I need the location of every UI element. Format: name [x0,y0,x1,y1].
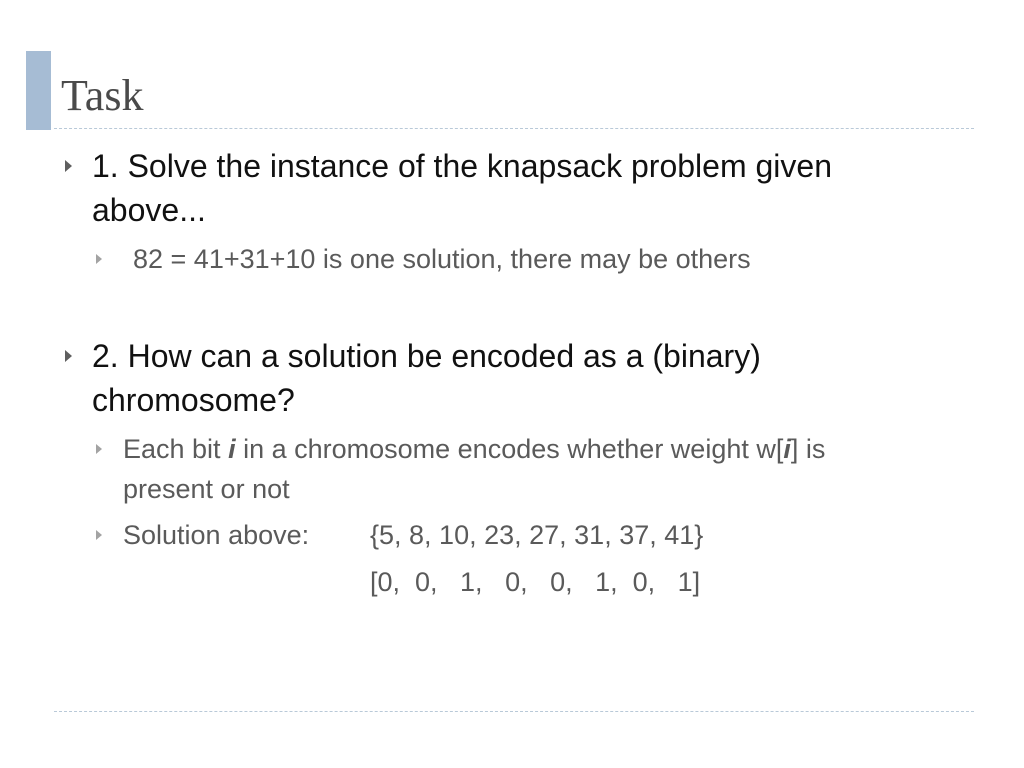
slide-title: Task [61,71,144,120]
bullet-1-line-2: above... [92,192,206,228]
bullet-arrow-icon [65,160,72,172]
bullet-1-sub: 82 = 41+31+10 is one solution, there may be others [133,244,751,274]
bullet-arrow-icon [65,350,72,362]
sub-bullet-arrow-icon [96,254,102,264]
sub-1-text-c: ] is [790,434,826,464]
bullet-2-line-1: 2. How can a solution be encoded as a (binary) [92,338,761,374]
sub-bullet-arrow-icon [96,444,102,454]
sub-1-text-b: in a chromosome encodes whether weight w[ [235,434,784,464]
title-divider [54,128,974,129]
solution-bit-vector: [0, 0, 1, 0, 0, 1, 0, 1] [370,567,701,597]
footer-divider [54,711,974,712]
sub-1-index-i: i [228,434,236,464]
sub-1-index-i: i [783,434,791,464]
bullet-2-sub-1-line-1 [123,429,963,469]
solution-weight-set: {5, 8, 10, 23, 27, 31, 37, 41} [370,520,704,550]
sub-bullet-arrow-icon [96,530,102,540]
title-accent-bar [26,51,51,130]
solution-label: Solution above: [123,520,310,550]
bullet-1-line-1: 1. Solve the instance of the knapsack problem given [92,148,832,184]
bullet-2-sub-1-line-2: present or not [123,474,290,504]
sub-1-text-a: Each bit [123,434,229,464]
bullet-2-line-2: chromosome? [92,382,295,418]
